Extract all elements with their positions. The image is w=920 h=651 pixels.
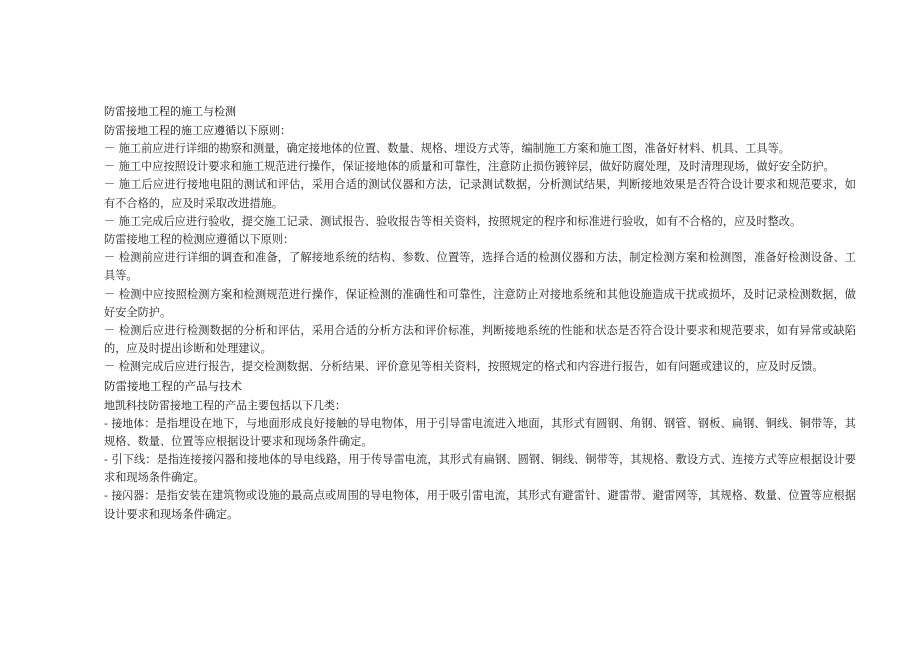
construction-intro: 防雷接地工程的施工应遵循以下原则： (104, 124, 291, 137)
construction-item: － 施工后应进行接地电阻的测试和评估，采用合适的测试仪器和方法，记录测试数据，分析测试结果，判断接地效果是否符合设计要求和规范要求，如有不合格的，应及时采取改进措施。 (104, 178, 856, 210)
construction-item: － 施工完成后应进行验收，提交施工记录、测试报告、验收报告等相关资料，按照规定的程序和标准进行验收，如有不合格的，应及时整改。 (104, 214, 802, 228)
section-title-products: 防雷接地工程的产品与技术 (104, 378, 242, 393)
construction-item: － 施工中应按照设计要求和施工规范进行操作，保证接地体的质量和可靠性，注意防止损伤镀锌层，做好防腐处理，及时清理现场，做好安全防护。 (104, 160, 835, 174)
construction-item: － 施工前应进行详细的勘察和测量，确定接地体的位置、数量、规格、埋设方式等，编制施工方案和施工图，准备好材料、机具、工具等。 (104, 142, 790, 155)
product-item-term: 引下线 (111, 453, 146, 467)
inspection-item: － 检测完成后应进行报告，提交检测数据、分析结果、评价意见等相关资料，按照规定的格式和内容进行报告，如有问题或建议的，应及时反馈。 (104, 360, 824, 374)
product-item-term: 接地体 (111, 416, 145, 430)
product-item-text: ：是指连接接闪器和接地体的导电线路，用于传导雷电流，其形式有扁钢、圆钢、铜线、铜带等，其规格、敷设方式、连接方式等应根据设计要求和现场条件确定。 (104, 453, 856, 485)
inspection-intro: 防雷接地工程的检测应遵循以下原则： (104, 233, 295, 247)
product-item-bullet: - (104, 453, 112, 467)
product-item-term: 接闪器 (111, 489, 145, 503)
inspection-item: － 检测后应进行检测数据的分析和评估，采用合适的分析方法和评价标准，判断接地系统的性能和状态是否符合设计要求和规范要求，如有异常或缺陷的，应及时提出诊断和处理建议。 (104, 324, 856, 356)
section-title-construction: 防雷接地工程的施工与检测 (104, 105, 236, 118)
product-item-bullet: - (104, 416, 112, 430)
product-item (104, 487, 856, 523)
product-item-text: ：是指安装在建筑物或设施的最高点或周围的导电物体，用于吸引雷电流，其形式有避雷针、避雷带、避雷网等，其规格、数量、位置等应根据设计要求和现场条件确定。 (104, 489, 856, 521)
inspection-item: － 检测中应按照检测方案和检测规范进行操作，保证检测的准确性和可靠性，注意防止对接地系统和其他设施造成干扰或损坏，及时记录检测数据，做好安全防护。 (104, 287, 856, 319)
product-item-text: ：是指埋设在地下，与地面形成良好接触的导电物体，用于引导雷电流进入地面，其形式有圆钢、角钢、钢管、钢板、扁钢、铜线、铜带等，其规格、数量、位置等应根据设计要求和现场条件确定。 (104, 416, 856, 448)
product-item-bullet: - (104, 489, 112, 503)
document-body (104, 102, 856, 524)
product-item (104, 415, 856, 451)
products-intro: 地凯科技防雷接地工程的产品主要包括以下几类： (104, 398, 346, 412)
inspection-item: － 检测前应进行详细的调查和准备，了解接地系统的结构、参数、位置等，选择合适的检测仪器和方法，制定检测方案和检测图，准备好检测设备、工具等。 (104, 251, 856, 283)
product-item (104, 451, 856, 487)
